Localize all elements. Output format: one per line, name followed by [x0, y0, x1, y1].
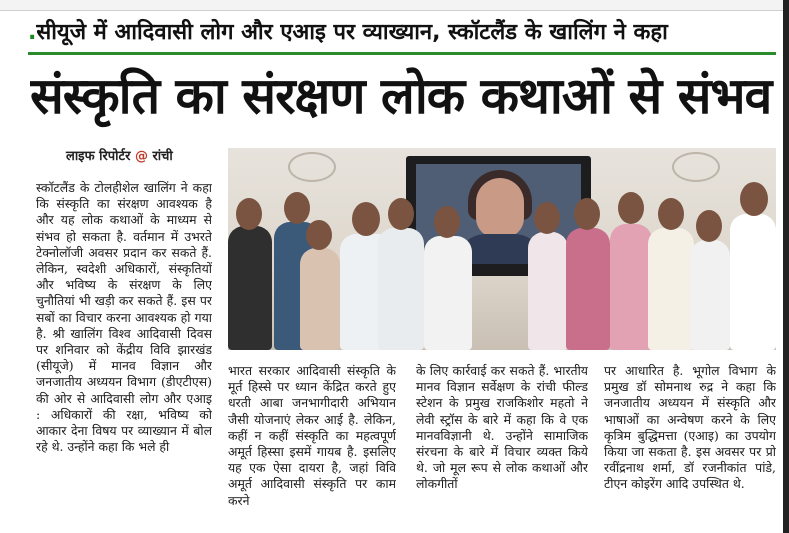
- person-head: [696, 210, 722, 242]
- page-edge: [783, 0, 789, 533]
- person-head: [434, 206, 460, 238]
- person-figure: [566, 228, 610, 350]
- person-head: [658, 198, 684, 230]
- person-figure: [300, 248, 340, 350]
- person-figure: [648, 228, 694, 350]
- headline: संस्कृति का संरक्षण लोक कथाओं से संभव: [30, 67, 772, 125]
- kicker-text: सीयूजे में आदिवासी लोग और एआइ पर व्याख्यान, स्कॉटलैंड के खालिंग ने कहा: [36, 20, 668, 45]
- byline-reporter: लाइफ रिपोर्टर: [66, 149, 131, 164]
- person-figure: [378, 228, 424, 350]
- byline-city: रांची: [152, 149, 173, 164]
- article-column-2: भारत सरकार आदिवासी संस्कृति के मूर्त हिस्से पर ध्यान केंद्रित करते हुए धरती आबा जनभागीदारी अभियान जैसी योजनाएं लेकर आई है. लेकिन, कहीं न कहीं संस्कृति का महत्वपूर्ण अमूर्त हिस्सा इसमें गायब है. इसलिए यह एक ऐसा दायरा है, जहां विवि अमूर्त आदिवासी संस्कृति पर काम करने: [228, 363, 396, 508]
- kicker-dot: .: [28, 20, 37, 45]
- person-head: [352, 202, 380, 236]
- person-figure: [610, 224, 652, 350]
- person-head: [284, 192, 310, 224]
- byline-at: @: [134, 149, 148, 164]
- person-head: [306, 220, 332, 250]
- person-head: [534, 202, 560, 234]
- article-column-3: के लिए कार्रवाई कर सकते हैं. भारतीय मानव विज्ञान सर्वेक्षण के रांची फील्ड स्टेशन के प्रमुख राजकिशोर महतो ने लेवी स्ट्रॉस के बारे में कहा कि वे एक मानवविज्ञानी थे. उन्होंने सामाजिक संरचना के बारे में विचार व्यक्त किये थे. जो मूल रूप से लोक कथाओं और लोकगीतों: [416, 363, 588, 492]
- person-figure: [424, 236, 472, 350]
- person-head: [618, 192, 644, 224]
- person-head: [574, 198, 600, 230]
- event-photo: [228, 148, 776, 350]
- person-figure: [528, 232, 568, 350]
- person-figure: [228, 226, 272, 350]
- person-head: [740, 182, 768, 216]
- person-figure: [690, 240, 730, 350]
- article-column-1: स्कॉटलैंड के टोलहीशेल खालिंग ने कहा कि संस्कृति का संरक्षण आवश्यक है और यह लोक कथाओं के माध्यम से संभव हो सकता है. वर्तमान में उभरते टेक्नोलॉजी अवसर प्रदान कर सकते हैं. लेकिन, स्वदेशी अधिकारों, संस्कृतियों और भविष्य के संरक्षण के लिए चुनौतियां भी खड़ी कर सकते हैं. इस पर सबों का विचार करना आवश्यक हो गया है. श्री खालिंग विश्व आदिवासी दिवस पर शनिवार को केंद्रीय विवि झारखंड (सीयूजे) में मानव विज्ञान और जनजातीय अध्ययन विभाग (डीएटीएस) की ओर से आदिवासी लोग और एआइ : अधिकारों की रक्षा, भविष्य को आकार देना विषय पर व्याख्यान में बोल रहे थे. उन्होंने कहा कि भले ही: [36, 180, 212, 455]
- kicker-line: [28, 14, 776, 55]
- article-column-4: पर आधारित है. भूगोल विभाग के प्रमुख डॉ सोमनाथ रुद्र ने कहा कि जनजातीय अध्ययन में संस्कृति और भाषाओं का अन्वेषण करने के लिए कृत्रिम बुद्धिमत्ता (एआइ) का उपयोग किया जा सकता है. इस अवसर पर प्रो रवींद्रनाथ शर्मा, डॉ रजनीकांत पांडे, टीएन कोइरेंग आदि उपस्थित थे.: [604, 363, 776, 492]
- person-figure: [730, 214, 776, 350]
- person-head: [236, 198, 262, 230]
- speaker-face: [476, 178, 524, 238]
- byline: [66, 146, 173, 164]
- previous-article-strip: [0, 0, 789, 11]
- ceiling-fan-icon: [672, 152, 720, 182]
- ceiling-fan-icon: [288, 152, 336, 182]
- person-head: [388, 198, 414, 230]
